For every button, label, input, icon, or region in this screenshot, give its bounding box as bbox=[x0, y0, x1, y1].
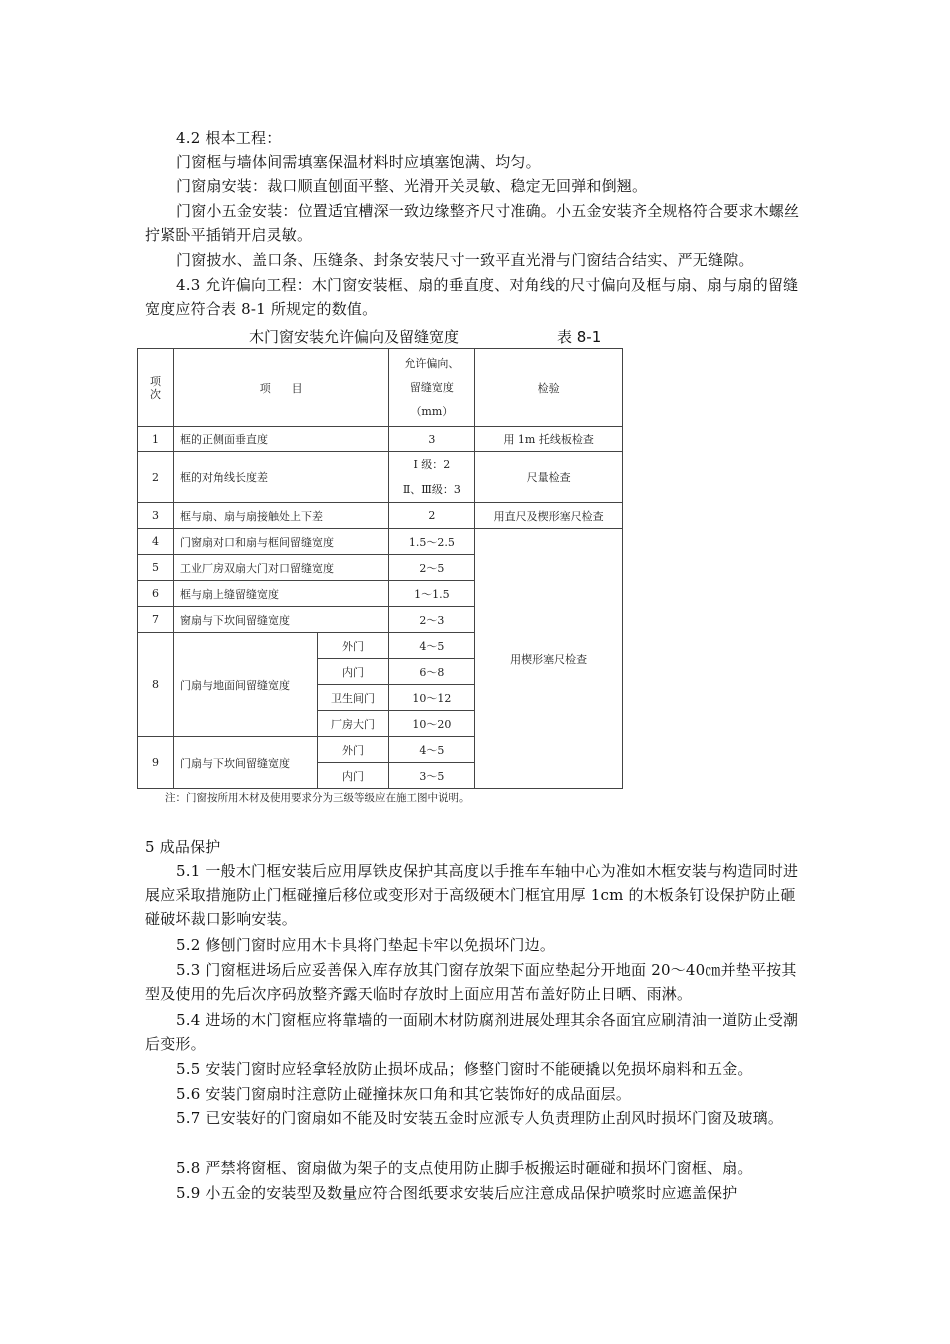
table-row bbox=[138, 452, 623, 503]
row-tolerance: 10～20 bbox=[389, 711, 475, 737]
paragraph-5-3: 5.3 门窗框进场后应妥善保入库存放其门窗存放架下面应垫起分开地面 20～40㎝并垫平按其型及使用的先后次序码放整齐露天临时存放时上面应用苫布盖好防止日晒、雨淋。 bbox=[145, 961, 797, 1003]
row-no: 9 bbox=[138, 737, 174, 789]
paragraph-5-4: 5.4 进场的木门窗框应将靠墙的一面刷木材防腐剂进展处理其余各面宜应刷清油一道防止受潮后变形。 bbox=[145, 1011, 799, 1053]
row-subitem: 内门 bbox=[317, 763, 389, 789]
row-tolerance: 2～3 bbox=[389, 607, 475, 633]
row-item: 窗扇与下坎间留缝宽度 bbox=[173, 607, 388, 633]
paragraph-5-5: 5.5 安装门窗时应轻拿轻放防止损坏成品；修整门窗时不能硬撬以免损坏扇料和五金。 bbox=[176, 1060, 753, 1078]
row-check: 用 1m 托线板检查 bbox=[475, 427, 623, 452]
paragraph-5-6: 5.6 安装门窗扇时注意防止碰撞抹灰口角和其它装饰好的成品面层。 bbox=[176, 1085, 632, 1103]
row-tolerance: 6～8 bbox=[389, 659, 475, 685]
paragraph-4-3: 4.3 允许偏向工程：木门窗安装框、扇的垂直度、对角线的尺寸偏向及框与扇、扇与扇的留缝宽度应符合表 8-1 所规定的数值。 bbox=[145, 276, 799, 318]
row-tolerance: 10～12 bbox=[389, 685, 475, 711]
row-item: 工业厂房双扇大门对口留缝宽度 bbox=[173, 555, 388, 581]
section-5-heading: 5 成品保护 bbox=[145, 838, 221, 856]
row-item: 门扇与地面间留缝宽度 bbox=[173, 633, 317, 737]
row-check: 尺量检查 bbox=[475, 452, 623, 503]
row-tolerance: 2～5 bbox=[389, 555, 475, 581]
row-item: 框与扇上缝留缝宽度 bbox=[173, 581, 388, 607]
paragraph-frame-fill: 门窗框与墙体间需填塞保温材料时应填塞饱满、均匀。 bbox=[176, 153, 541, 171]
row-subitem: 卫生间门 bbox=[317, 685, 389, 711]
header-check: 检验 bbox=[475, 349, 623, 427]
row-tolerance: 4～5 bbox=[389, 737, 475, 763]
paragraph-5-1: 5.1 一般木门框安装后应用厚铁皮保护其高度以手推车车轴中心为准如木框安装与构造同时进展应采取措施防止门框碰撞后移位或变形对于高级硬木门框宜用厚 1cm 的木板条钉设保护防止砸碰破坏裁口影响安装。 bbox=[145, 862, 799, 928]
tolerance-table bbox=[137, 348, 623, 789]
header-item: 项 目 bbox=[173, 349, 388, 427]
row-no: 8 bbox=[138, 633, 174, 737]
row-no: 3 bbox=[138, 503, 174, 529]
row-item: 框的对角线长度差 bbox=[173, 452, 388, 503]
row-tolerance: 3 bbox=[389, 427, 475, 452]
row-subitem: 外门 bbox=[317, 737, 389, 763]
row-subitem: 外门 bbox=[317, 633, 389, 659]
table-number: 表 8-1 bbox=[557, 328, 602, 346]
row-no: 1 bbox=[138, 427, 174, 452]
row-tolerance: 2 bbox=[389, 503, 475, 529]
paragraph-5-9: 5.9 小五金的安装型及数量应符合图纸要求安装后应注意成品保护喷浆时应遮盖保护 bbox=[176, 1184, 738, 1202]
paragraph-hardware-install: 门窗小五金安装：位置适宜槽深一致边缘整齐尺寸准确。小五金安装齐全规格符合要求木螺丝拧紧卧平插销开启灵敏。 bbox=[145, 202, 800, 244]
table-row bbox=[138, 529, 623, 555]
table-header-row bbox=[138, 349, 623, 427]
row-no: 7 bbox=[138, 607, 174, 633]
table-row bbox=[138, 503, 623, 529]
row-no: 2 bbox=[138, 452, 174, 503]
row-tolerance: 4～5 bbox=[389, 633, 475, 659]
row-item: 门扇与下坎间留缝宽度 bbox=[173, 737, 317, 789]
row-tolerance: 1～1.5 bbox=[389, 581, 475, 607]
row-tolerance: 3～5 bbox=[389, 763, 475, 789]
table-caption bbox=[145, 324, 623, 346]
row-subitem: 内门 bbox=[317, 659, 389, 685]
row-check: 用直尺及楔形塞尺检查 bbox=[475, 503, 623, 529]
row-item: 门窗扇对口和扇与框间留缝宽度 bbox=[173, 529, 388, 555]
paragraph-5-8: 5.8 严禁将窗框、窗扇做为架子的支点使用防止脚手板搬运时砸碰和损坏门窗框、扇。 bbox=[176, 1159, 753, 1177]
row-tolerance: 1.5～2.5 bbox=[389, 529, 475, 555]
paragraph-5-2: 5.2 修刨门窗时应用木卡具将门垫起卡牢以免损坏门边。 bbox=[176, 936, 556, 954]
row-subitem: 厂房大门 bbox=[317, 711, 389, 737]
table-note: 注：门窗按所用木材及使用要求分为三级等级应在施工图中说明。 bbox=[165, 792, 470, 804]
header-tolerance: 允许偏向、 留缝宽度 （mm） bbox=[389, 349, 475, 427]
paragraph-drip-cap: 门窗披水、盖口条、压缝条、封条安装尺寸一致平直光滑与门窗结合结实、严无缝隙。 bbox=[176, 251, 754, 269]
row-check-merged: 用楔形塞尺检查 bbox=[475, 529, 623, 789]
row-item: 框与扇、扇与扇接触处上下差 bbox=[173, 503, 388, 529]
table-row bbox=[138, 427, 623, 452]
row-no: 5 bbox=[138, 555, 174, 581]
row-no: 6 bbox=[138, 581, 174, 607]
paragraph-sash-install: 门窗扇安装：裁口顺直刨面平整、光滑开关灵敏、稳定无回弹和倒翘。 bbox=[176, 177, 648, 195]
paragraph-5-7: 5.7 已安装好的门窗扇如不能及时安装五金时应派专人负责理防止刮风时损坏门窗及玻璃。 bbox=[176, 1109, 784, 1127]
row-item: 框的正侧面垂直度 bbox=[173, 427, 388, 452]
header-item-no: 项 次 bbox=[138, 349, 174, 427]
row-no: 4 bbox=[138, 529, 174, 555]
row-tolerance: Ⅰ 级：2 Ⅱ、Ⅲ级：3 bbox=[389, 452, 475, 503]
table-title: 木门窗安装允许偏向及留缝宽度 bbox=[249, 328, 460, 346]
paragraph-4-2: 4.2 根本工程： bbox=[176, 129, 282, 147]
